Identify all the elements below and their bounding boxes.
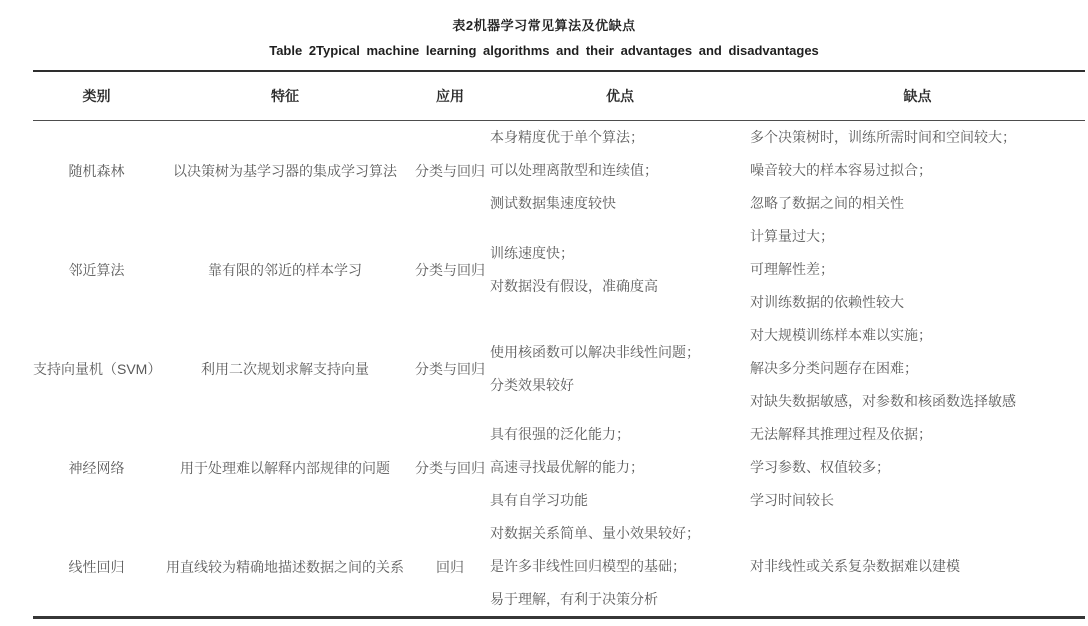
advantage-line: 具有很强的泛化能力； bbox=[490, 426, 630, 442]
table-row-linear-regression bbox=[33, 517, 1085, 618]
disadvantage-line: 计算量过大； bbox=[750, 228, 834, 244]
cell-advantages bbox=[490, 418, 750, 517]
cell-disadvantages bbox=[750, 121, 1085, 221]
disadvantage-line: 对训练数据的依赖性较大 bbox=[750, 294, 904, 310]
advantage-line: 分类效果较好 bbox=[490, 376, 574, 393]
table-caption-zh: 表2机器学习常见算法及优缺点 bbox=[452, 18, 636, 33]
advantage-line: 易于理解，有利于决策分析 bbox=[490, 591, 658, 607]
advantage-line: 可以处理离散型和连续值； bbox=[490, 162, 658, 178]
cell-application: 分类与回归 bbox=[415, 459, 485, 476]
advantage-line: 使用核函数可以解决非线性问题； bbox=[490, 343, 700, 360]
cell-application: 分类与回归 bbox=[415, 162, 485, 179]
cell-feature: 用直线较为精确地描述数据之间的关系 bbox=[166, 558, 404, 575]
disadvantage-line: 对缺失数据敏感，对参数和核函数选择敏感 bbox=[750, 393, 1016, 409]
disadvantage-line: 学习参数、权值较多； bbox=[750, 459, 890, 475]
header-feature: 特征 bbox=[271, 88, 299, 104]
advantage-line: 对数据关系简单、量小效果较好； bbox=[490, 525, 700, 541]
cell-category: 神经网络 bbox=[68, 459, 125, 476]
cell-feature: 用于处理难以解释内部规律的问题 bbox=[180, 459, 390, 476]
header-disadvantages: 缺点 bbox=[903, 88, 932, 104]
cell-category: 线性回归 bbox=[68, 558, 125, 575]
cell-application: 分类与回归 bbox=[415, 261, 485, 278]
disadvantage-line: 多个决策树时，训练所需时间和空间较大； bbox=[750, 129, 1016, 145]
table-row-knn bbox=[33, 220, 1085, 319]
advantage-line: 是许多非线性回归模型的基础； bbox=[490, 558, 686, 574]
disadvantage-line: 学习时间较长 bbox=[750, 492, 834, 508]
advantage-line: 高速寻找最优解的能力； bbox=[490, 459, 644, 475]
cell-disadvantages bbox=[750, 319, 1085, 418]
cell-feature: 利用二次规划求解支持向量 bbox=[201, 360, 369, 377]
table-row-random-forest bbox=[33, 121, 1085, 221]
cell-disadvantages bbox=[750, 517, 1085, 618]
header-application: 应用 bbox=[436, 88, 464, 104]
advantage-line: 本身精度优于单个算法； bbox=[490, 129, 644, 145]
cell-advantages bbox=[490, 319, 750, 418]
header-category: 类别 bbox=[82, 88, 111, 104]
cell-category: 随机森林 bbox=[68, 162, 125, 179]
cell-disadvantages bbox=[750, 418, 1085, 517]
ml-algorithms-table bbox=[33, 70, 1085, 619]
advantage-line: 具有自学习功能 bbox=[490, 492, 588, 508]
header-advantages: 优点 bbox=[606, 88, 634, 104]
disadvantage-line: 可理解性差； bbox=[750, 261, 834, 277]
disadvantage-line: 解决多分类问题存在困难； bbox=[750, 360, 918, 376]
advantage-line: 对数据没有假设，准确度高 bbox=[490, 277, 658, 294]
disadvantage-line: 忽略了数据之间的相关性 bbox=[750, 195, 904, 211]
disadvantage-line: 无法解释其推理过程及依据； bbox=[750, 426, 932, 442]
cell-application: 回归 bbox=[436, 558, 464, 575]
table-row-svm bbox=[33, 319, 1085, 418]
advantage-line: 测试数据集速度较快 bbox=[490, 195, 616, 211]
table-caption-en: Table 2Typical machine learning algorithms and their advantages and disadvantages bbox=[269, 43, 819, 58]
cell-advantages bbox=[490, 121, 750, 221]
cell-feature: 靠有限的邻近的样本学习 bbox=[208, 261, 362, 278]
cell-disadvantages bbox=[750, 220, 1085, 319]
cell-feature: 以决策树为基学习器的集成学习算法 bbox=[173, 162, 397, 179]
disadvantage-line: 对大规模训练样本难以实施； bbox=[750, 327, 932, 343]
disadvantage-line: 噪音较大的样本容易过拟合； bbox=[750, 162, 932, 178]
cell-application: 分类与回归 bbox=[415, 360, 485, 377]
cell-category: 支持向量机（SVM） bbox=[33, 360, 162, 377]
header-row bbox=[33, 71, 1085, 121]
advantage-line: 训练速度快； bbox=[490, 244, 574, 261]
cell-advantages bbox=[490, 517, 750, 618]
cell-category: 邻近算法 bbox=[68, 261, 125, 278]
disadvantage-line: 对非线性或关系复杂数据难以建模 bbox=[750, 558, 960, 574]
cell-advantages bbox=[490, 220, 750, 319]
table-row-neural-network bbox=[33, 418, 1085, 517]
